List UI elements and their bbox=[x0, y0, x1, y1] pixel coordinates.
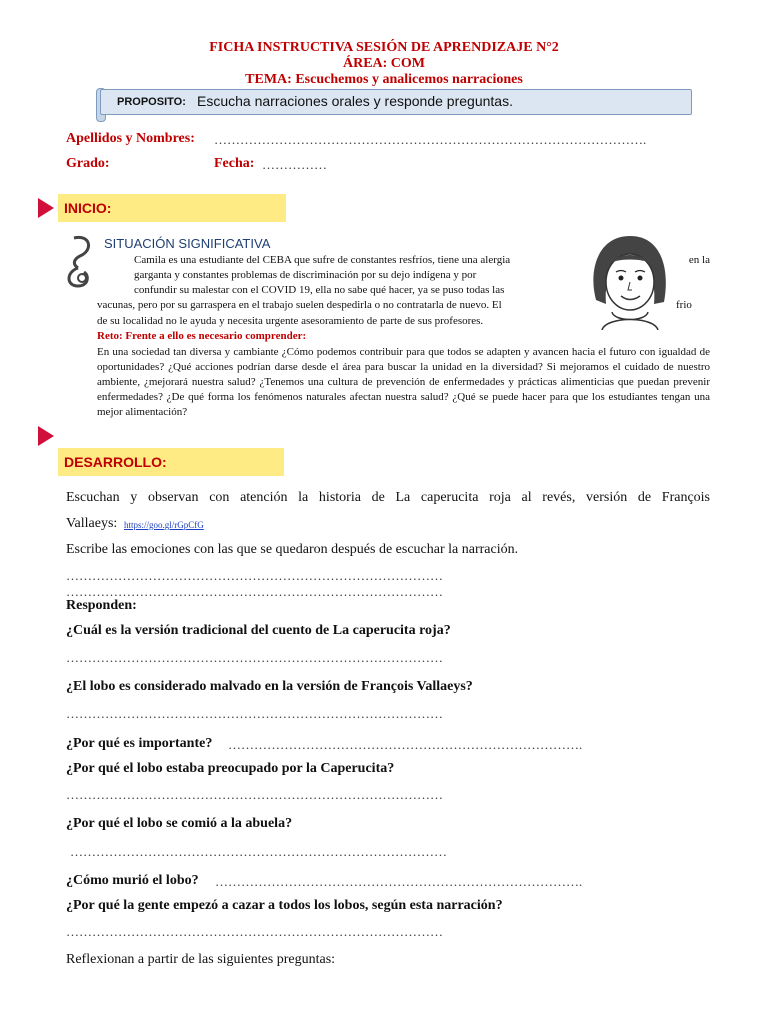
situacion-side-2: frio bbox=[676, 299, 692, 311]
desarrollo-section-bar bbox=[58, 448, 284, 476]
desarrollo-title: DESARROLLO: bbox=[64, 454, 167, 470]
question-7: ¿Por qué la gente empezó a cazar a todos los lobos, según esta narración? bbox=[66, 898, 503, 913]
doc-title: FICHA INSTRUCTIVA SESIÓN DE APRENDIZAJE N°2 bbox=[209, 40, 559, 55]
situacion-line-1: Camila es una estudiante del CEBA que sufre de constantes resfríos, tiene una alergia bbox=[134, 254, 511, 266]
question-1: ¿Cuál es la versión tradicional del cuento de La caperucita roja? bbox=[66, 623, 451, 638]
reto-text: En una sociedad tan diversa y cambiante ¿Cómo podemos contribuir para que todos se adapten y avancen hacia el futuro con igualdad de oportunidades? ¿Qué acciones podrían darse desde el área para buscar la unidad en la diversidad? Si mejoramos el cuidado de nuestro ambiente, ¿mejorará nuestra salud? ¿Tenemos una cultura de prevención de enfermedades y prácticas alimenticias que puedan prevenir enfermedades? ¿De qué forma los fenómenos naturales afectan nuestra salud? ¿Qué se puede hacer para que los estudiantes tengan una mejor alimentación? bbox=[97, 346, 710, 418]
question-6: ¿Cómo murió el lobo? bbox=[66, 873, 199, 888]
answer-line-2[interactable]: …………………………………………………………………………… bbox=[66, 706, 443, 721]
situacion-line-3: confundir su malestar con el COVID 19, ella no sabe qué hacer, ya se puso todas las bbox=[134, 284, 505, 296]
grado-label: Grado: bbox=[66, 156, 110, 171]
situacion-line-4: vacunas, pero por su garraspera en el trabajo suelen despedirla o no contratarla de nuevo. El bbox=[97, 299, 502, 311]
situacion-line-2: garganta y constantes problemas de discriminación por su dejo indígena y por bbox=[134, 269, 477, 281]
question-hook-icon bbox=[60, 232, 100, 292]
question-3: ¿Por qué es importante? bbox=[66, 736, 213, 751]
names-label: Apellidos y Nombres: bbox=[66, 131, 195, 146]
story-link[interactable]: https://goo.gl/rGpCfG bbox=[124, 520, 204, 530]
doc-area: ÁREA: COM bbox=[342, 56, 426, 71]
situacion-line-5: de su localidad no le ayuda y necesita urgente asesoramiento de parte de sus profesores. bbox=[97, 315, 484, 327]
fecha-fill-line[interactable]: …………… bbox=[262, 157, 327, 172]
proposito-text: Escucha narraciones orales y responde preguntas. bbox=[197, 93, 513, 109]
proposito-banner bbox=[100, 89, 692, 115]
desarrollo-intro: Escuchan y observan con atención la historia de La caperucita roja al revés, versión de François bbox=[66, 490, 710, 505]
doc-tema: TEMA: Escuchemos y analicemos narraciones bbox=[245, 72, 523, 87]
answer-line-1[interactable]: …………………………………………………………………………… bbox=[66, 650, 443, 665]
situacion-title: SITUACIÓN SIGNIFICATIVA bbox=[104, 236, 271, 251]
answer-line-5[interactable]: …………………………………………………………………………… bbox=[70, 844, 447, 859]
question-5: ¿Por qué el lobo se comió a la abuela? bbox=[66, 816, 293, 831]
question-2: ¿El lobo es considerado malvado en la versión de François Vallaeys? bbox=[66, 679, 473, 694]
answer-line-3[interactable]: ………………………………………………………………………. bbox=[228, 737, 583, 752]
emociones-instruction: Escribe las emociones con las que se quedaron después de escuchar la narración. bbox=[66, 542, 519, 557]
inicio-section-bar bbox=[58, 194, 286, 222]
reto-heading: Reto: Frente a ello es necesario comprender: bbox=[97, 330, 307, 342]
girl-illustration bbox=[584, 230, 674, 330]
situacion-side-1: en la bbox=[688, 254, 710, 266]
answer-line-6[interactable]: …………………………………………………………………………. bbox=[215, 874, 583, 889]
proposito-label: PROPOSITO: bbox=[117, 96, 186, 108]
answer-line-4[interactable]: …………………………………………………………………………… bbox=[66, 787, 443, 802]
inicio-arrow-icon bbox=[38, 198, 54, 218]
emociones-line-1[interactable]: …………………………………………………………………………… bbox=[66, 568, 443, 583]
reflexionan-instruction: Reflexionan a partir de las siguientes preguntas: bbox=[66, 952, 336, 967]
responden-label: Responden: bbox=[66, 598, 137, 613]
emociones-line-2[interactable]: …………………………………………………………………………… bbox=[66, 584, 443, 599]
desarrollo-arrow-icon bbox=[38, 426, 54, 446]
names-fill-line[interactable]: ………………………………………………………………………………………. bbox=[214, 132, 647, 147]
answer-line-7[interactable]: …………………………………………………………………………… bbox=[66, 924, 443, 939]
question-4: ¿Por qué el lobo estaba preocupado por la Caperucita? bbox=[66, 761, 395, 776]
fecha-label: Fecha: bbox=[214, 156, 255, 171]
desarrollo-intro-2: Vallaeys: bbox=[66, 516, 118, 531]
inicio-title: INICIO: bbox=[64, 200, 112, 216]
